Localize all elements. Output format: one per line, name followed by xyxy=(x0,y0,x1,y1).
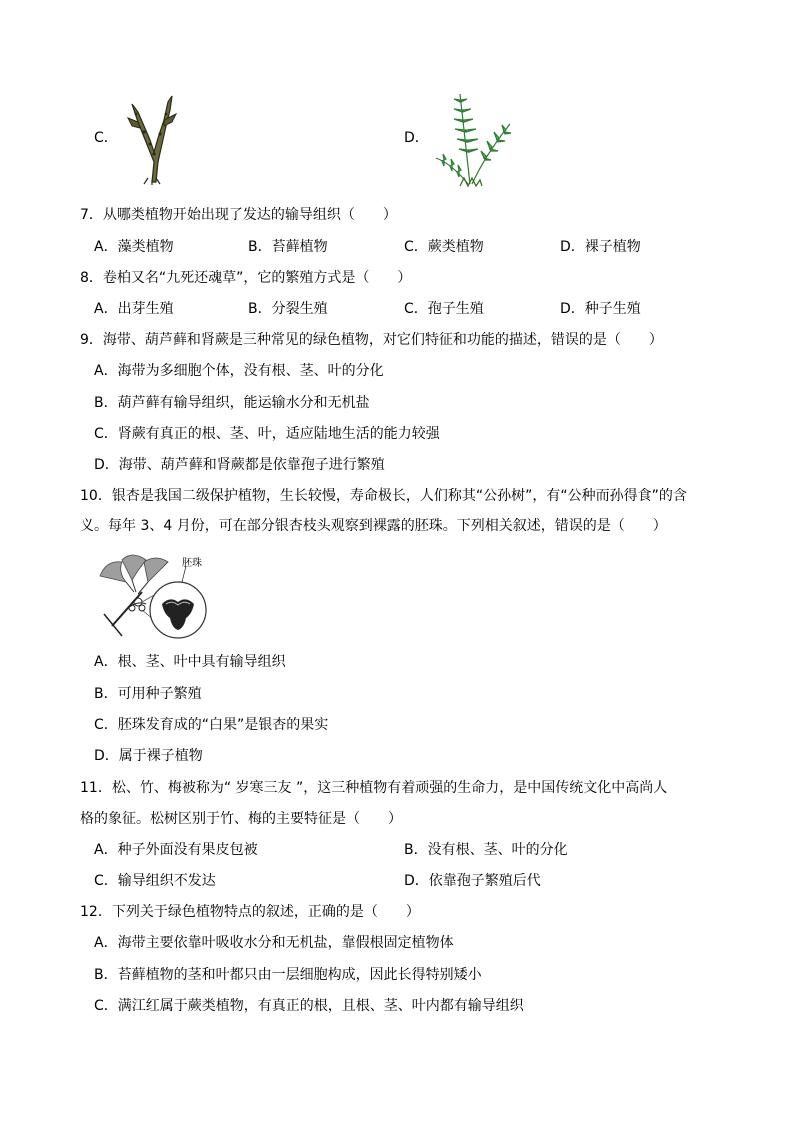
q10-stem-line1: 10．银杏是我国二级保护植物，生长较慢，寿命极长，人们称其“公孙树”，有“公种而孙得食”的含 xyxy=(80,488,687,504)
q10-option-a: A．根、茎、叶中具有输导组织 xyxy=(94,654,286,670)
q8-stem: 8．卷柏又名“九死还魂草”，它的繁殖方式是（ ） xyxy=(80,270,412,286)
fern-figure xyxy=(430,88,516,190)
q11-stem-line2: 格的象征。松树区别于竹、梅的主要特征是（ ） xyxy=(80,811,402,827)
seaweed-figure xyxy=(124,92,184,186)
q7-option-d: D．裸子植物 xyxy=(560,239,641,255)
q8-option-a: A．出芽生殖 xyxy=(94,301,174,317)
q9-option-a: A．海带为多细胞个体，没有根、茎、叶的分化 xyxy=(94,363,384,379)
q11-option-a: A．种子外面没有果皮包被 xyxy=(94,842,258,858)
q11-option-c: C．输导组织不发达 xyxy=(94,873,216,889)
q9-option-b: B．葫芦藓有输导组织，能运输水分和无机盐 xyxy=(94,395,370,411)
q11-stem-line1: 11．松、竹、梅被称为“ 岁寒三友 ”，这三种植物有着顽强的生命力，是中国传统文化中高尚人 xyxy=(80,780,668,796)
q12-option-c: C．满江红属于蕨类植物，有真正的根，且根、茎、叶内都有输导组织 xyxy=(94,998,524,1014)
q12-stem: 12．下列关于绿色植物特点的叙述，正确的是（ ） xyxy=(80,904,420,920)
q9-option-d: D．海带、葫芦藓和肾蕨都是依靠孢子进行繁殖 xyxy=(94,457,385,473)
seaweed-drawing xyxy=(124,92,184,186)
q10-option-d: D．属于裸子植物 xyxy=(94,748,203,764)
q12-option-a: A．海带主要依靠叶吸收水分和无机盐，靠假根固定植物体 xyxy=(94,935,454,951)
ovule-label: 胚珠 xyxy=(182,558,202,569)
q11-option-d: D．依靠孢子繁殖后代 xyxy=(404,873,541,889)
q7-option-b: B．苔藓植物 xyxy=(248,239,328,255)
q11-option-b: B．没有根、茎、叶的分化 xyxy=(404,842,568,858)
q8-option-b: B．分裂生殖 xyxy=(248,301,328,317)
q6-option-c-label: C． xyxy=(94,130,118,146)
q8-option-c: C．孢子生殖 xyxy=(404,301,484,317)
q12-option-b: B．苔藓植物的茎和叶都只由一层细胞构成，因此长得特别矮小 xyxy=(94,967,482,983)
fern-drawing xyxy=(430,88,516,190)
q7-option-c: C．蕨类植物 xyxy=(404,239,484,255)
q6-option-d-label: D． xyxy=(404,130,429,146)
q7-stem: 7．从哪类植物开始出现了发达的输导组织（ ） xyxy=(80,207,397,223)
q10-option-c: C．胚珠发育成的“白果”是银杏的果实 xyxy=(94,717,329,733)
q10-stem-line2: 义。每年 3、4 月份，可在部分银杏枝头观察到裸露的胚珠。下列相关叙述，错误的是（ ） xyxy=(80,518,667,534)
q9-option-c: C．肾蕨有真正的根、茎、叶，适应陆地生活的能力较强 xyxy=(94,426,440,442)
q10-option-b: B．可用种子繁殖 xyxy=(94,686,202,702)
q9-stem: 9．海带、葫芦藓和肾蕨是三种常见的绿色植物，对它们特征和功能的描述，错误的是（ ） xyxy=(80,332,663,348)
q7-option-a: A．藻类植物 xyxy=(94,239,174,255)
q8-option-d: D．种子生殖 xyxy=(560,301,641,317)
